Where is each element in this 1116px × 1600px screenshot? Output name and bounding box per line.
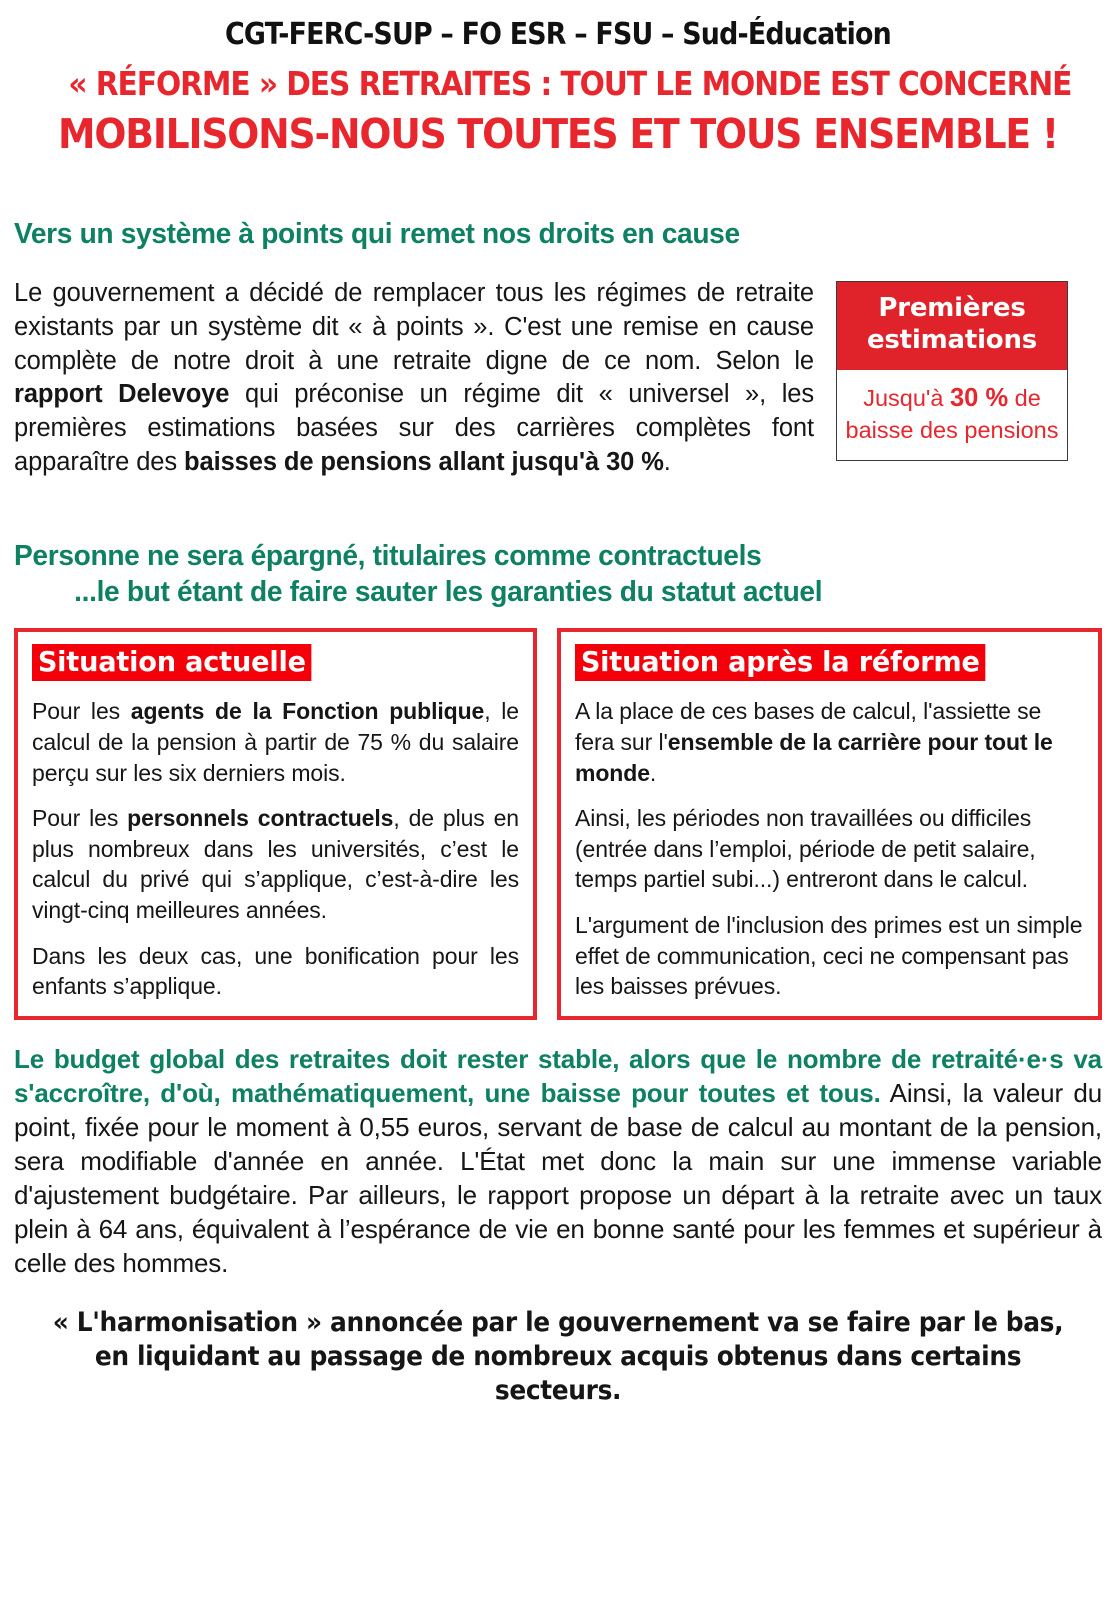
section-budget [14, 1042, 1102, 1408]
intro-bold-delevoye: rapport Delevoye [14, 380, 230, 409]
headline-secondary: MOBILISONS-NOUS TOUTES ET TOUS ENSEMBLE ! [58, 110, 1058, 159]
box-situation-apres-reforme [557, 628, 1102, 1020]
estimation-callout-box [836, 281, 1068, 460]
section-2-heading-line-1: Personne ne sera épargné, titulaires comme contractuels [14, 540, 762, 573]
box-right-paragraph-1 [575, 696, 1084, 788]
union-organizations-line: CGT-FERC-SUP – FO ESR – FSU – Sud-Éducation [225, 17, 891, 52]
estimation-box-body [837, 370, 1067, 460]
closing-lead-teal: Le budget global des retraites doit rester stable, alors que le nombre de retraité·e·s va s'accroître, d'où, mathématiquement, une baisse pour toutes et tous. [14, 1043, 1102, 1108]
left-p2-part1: Pour les [32, 805, 128, 832]
right-p1-part2: . [649, 759, 657, 786]
left-p2-part2: , de plus en plus nombreux dans les universités, c’est le calcul du privé qui s’applique, c’est-à-dire les vingt-cinq meilleures années. [32, 805, 519, 923]
left-p3-part1: Dans les deux cas, une bonification pour les enfants s’applique. [32, 942, 519, 1000]
left-p1-bold: agents de la Fonction publique [130, 698, 485, 725]
left-p2-bold: personnels contractuels [127, 805, 394, 832]
closing-paragraph [14, 1042, 1102, 1280]
box-right-paragraph-3 [575, 910, 1084, 1002]
section-2-heading-line-2: ...le but étant de faire sauter les garanties du statut actuel [74, 575, 823, 608]
comparison-row [14, 628, 1102, 1020]
box-situation-actuelle [14, 628, 537, 1020]
right-p3-part1: L'argument de l'inclusion des primes est un simple effet de communication, ceci ne compensant pas les baisses prévues. [575, 911, 1083, 1000]
closing-rest: Ainsi, la valeur du point, fixée pour le moment à 0,55 euros, servant de base de calcul au montant de la pension, sera modifiable d'année en année. L'État met donc la main sur une immense variable d'ajustement budgétaire. Par ailleurs, le rapport propose un départ à la retraite avec un taux plein à 64 ans, équivalent à l’espérance de vie en bonne santé pour les femmes et supérieur à celle des hommes. [14, 1077, 1103, 1278]
intro-text-part-3: . [663, 447, 671, 476]
right-p2-part1: Ainsi, les périodes non travaillées ou difficiles (entrée dans l’emploi, période de petit salaire, temps partiel subi...) entreront dans le calcul. [575, 805, 1036, 893]
estimation-prefix: Jusqu'à [863, 384, 950, 411]
left-p1-part1: Pour les [32, 698, 131, 725]
intro-block [14, 277, 1102, 479]
estimation-suffix: de baisse des pensions [845, 384, 1059, 443]
box-right-title: Situation après la réforme [575, 644, 986, 681]
section-1-heading: Vers un système à points qui remet nos droits en cause [14, 217, 740, 250]
box-left-paragraph-1 [32, 696, 519, 788]
box-left-paragraph-3 [32, 941, 519, 1002]
intro-text-part-1: Le gouvernement a décidé de remplacer tous les régimes de retraite existants par un système dit « à points ». C'est une remise en cause complète de notre droit à une retraite digne de ce nom. Selon le [14, 279, 814, 375]
intro-bold-pension-drop: baisses de pensions allant jusqu'à 30 % [184, 447, 664, 476]
section-comparison [14, 539, 1102, 1019]
intro-paragraph [14, 277, 814, 479]
headline-primary: « RÉFORME » DES RETRAITES : TOUT LE MONDE EST CONCERNÉ [68, 64, 1072, 104]
right-p1-part1: A la place de ces bases de calcul, l'assiette se fera sur l' [575, 698, 1042, 756]
estimation-box-header: Premières estimations [837, 282, 1067, 369]
left-p1-part2: , le calcul de la pension à partir de 75 % du salaire perçu sur les six derniers mois. [32, 698, 519, 786]
box-left-title: Situation actuelle [32, 644, 312, 681]
box-left-paragraph-2 [32, 803, 519, 925]
section-points-system [14, 217, 1102, 480]
final-statement: « L'harmonisation » annoncée par le gouvernement va se faire par le bas, en liquidant au passage de nombreux acquis obtenus dans certains secteurs. [52, 1307, 1064, 1406]
intro-text-part-2: qui préconise un régime dit « universel », les premières estimations basées sur des carrières complètes font apparaître des [14, 380, 814, 476]
estimation-value: 30 % [950, 383, 1009, 412]
box-right-paragraph-2 [575, 803, 1084, 895]
right-p1-bold: ensemble de la carrière pour tout le monde [575, 729, 1053, 786]
masthead [14, 0, 1102, 158]
